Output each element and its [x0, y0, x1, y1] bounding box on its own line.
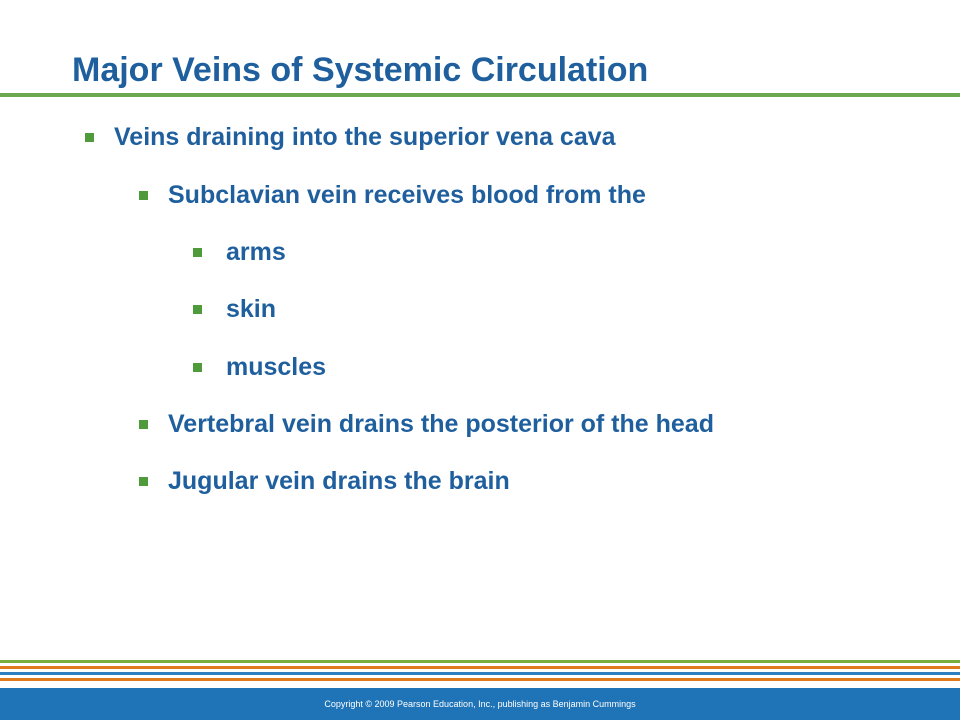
bullet-item	[193, 237, 286, 267]
bullet-item	[139, 466, 510, 496]
square-bullet-icon	[85, 133, 94, 142]
square-bullet-icon	[139, 191, 148, 200]
footer-bar	[0, 688, 960, 720]
bullet-text: skin	[226, 295, 277, 323]
bullet-text: arms	[226, 238, 286, 266]
bullet-text: Vertebral vein drains the posterior of the head	[168, 410, 714, 438]
orange-stripe	[0, 678, 960, 681]
title-underline	[0, 93, 960, 97]
bullet-item	[193, 352, 326, 382]
bullet-text: Veins draining into the superior vena cava	[114, 123, 616, 151]
square-bullet-icon	[193, 363, 202, 372]
square-bullet-icon	[139, 420, 148, 429]
orange-stripe	[0, 666, 960, 669]
bullet-item	[193, 294, 276, 324]
copyright-notice: Copyright © 2009 Pearson Education, Inc., publishing as Benjamin Cummings	[324, 699, 636, 709]
bullet-item	[139, 180, 646, 210]
square-bullet-icon	[193, 305, 202, 314]
slide-title: Major Veins of Systemic Circulation	[72, 51, 649, 89]
bullet-text: Jugular vein drains the brain	[168, 467, 510, 495]
blue-stripe	[0, 672, 960, 675]
bullet-item	[139, 409, 714, 439]
square-bullet-icon	[139, 477, 148, 486]
bullet-item	[85, 122, 616, 152]
square-bullet-icon	[193, 248, 202, 257]
bullet-text: muscles	[226, 353, 327, 381]
green-stripe	[0, 660, 960, 663]
bullet-text: Subclavian vein receives blood from the	[168, 181, 646, 209]
